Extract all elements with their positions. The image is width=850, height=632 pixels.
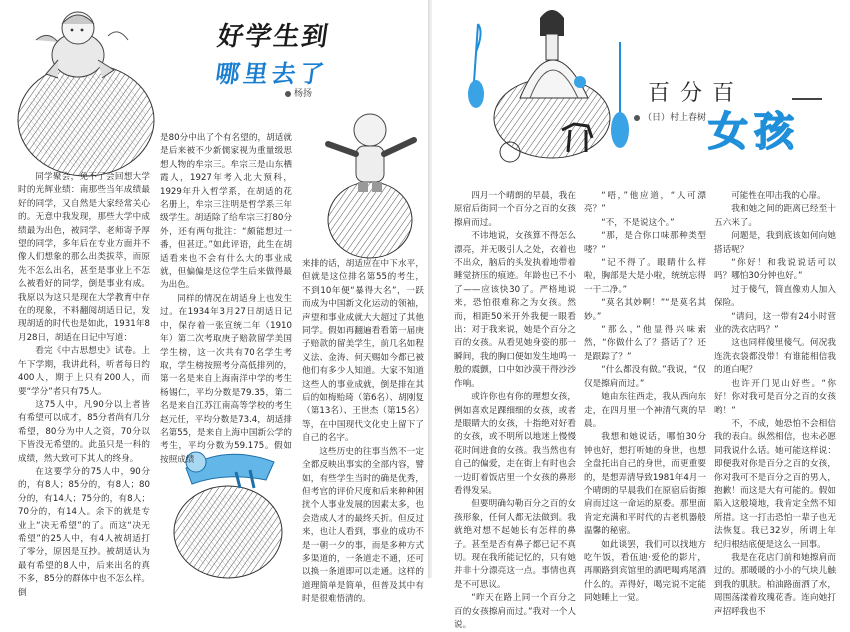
paragraph: 这也同样傻里傻气。何况我连洗衣袋都没带！有谁能相信我的道白呢？ — [714, 338, 836, 376]
paragraph: “唔，”他应道，“人可漂亮？” — [584, 191, 706, 215]
left-author: 杨扬 — [294, 89, 313, 99]
paragraph: 但要明确勾勒百分之百的女孩形象，任何人都无法做到。我就绝对想不起她长有怎样的鼻子。甚至是否有鼻子都已记不真切。现在我所能记忆的，只有她并非十分漂亮这一点。事情也真是不可思议。 — [454, 499, 576, 590]
paragraph: 四月一个晴朗的早晨，我在原宿后街同一个百分之百的女孩擦肩而过。 — [454, 191, 576, 228]
paragraph: 来排的话，胡适应在中下水平，但就是这位排名第55的考生，不到10年便“暴得大名”，一跃而成为中国新文化运动的领袖，声望和事业成就大大超过了其他同学。假如再翻遍看看第一届庚子赔款的留美学生，前几名如程义法、金涛、何天赐如今都已被他们有多少人知道。大家不知道这些人的事业成就，倒是排在其后的如梅贻琦（第6名）、胡刚复（第13名）、王世杰（第15名）等，在中国现代文化史上留下了自己的名字。 — [302, 259, 424, 444]
right-column-2 — [584, 190, 706, 604]
paragraph: 看完《中古思想史》试卷。上午下学期，我讲此科，听者每日约400人，期于上只有200人，而要“学分”者只有75人。 — [18, 346, 150, 397]
right-byline — [634, 110, 706, 123]
paragraph: “昨天在路上同一个百分之百的女孩擦肩而过。”我对一个人说。 — [454, 593, 576, 630]
left-byline — [285, 86, 312, 99]
girl-on-rock-illustration — [460, 2, 660, 182]
paragraph: 这些历史的往事当然不一定全都反映出事实的全部内容，譬如，有些学生当时的确是优秀，但考官的评价尺度和后来种种困扰个人事业发展的因素太多，也会造成人才的最终夭折。但反过来，也让人看到，事业的成功不是一朝一夕的事，而是多种方式多渠道的，一条道走不通，还可以换一条道即可以走通。这样的道理简单是简单，但普及其中有时是很难悟清的。 — [302, 446, 424, 605]
right-column-3 — [714, 190, 836, 617]
paragraph: 我想和她说话，哪怕30分钟也好，想打听她的身世，也想全盘托出自己的身世，而更重要的，是想弄清导致1981年4月一个晴朗的早晨我们在原宿后街擦肩而过这一命运的原委。那里面肯定充满和平时代的古老机器般温馨的秘密。 — [584, 432, 706, 537]
left-column-2 — [160, 132, 292, 465]
paragraph: 我是在花店门前和她擦肩而过的。那暖暖的小小的气块儿触到我的肌肤。柏油路面洒了水，周围荡漾着玫瑰花香。连向她打声招呼我也不 — [714, 552, 836, 617]
paragraph: “什么都没有做。”我说，“仅仅是擦肩而过。” — [584, 365, 706, 389]
right-column-1 — [454, 190, 576, 630]
article-title-line2: 女孩 — [708, 109, 800, 155]
paragraph: 问题是，我到底该如何向她搭话呢？ — [714, 231, 836, 255]
paragraph: 或许你也有你的理想女孩，例如喜欢足踝细细的女孩，或者是眼睛大的女孩，十指绝对好看的女孩，或不明所以地迷上慢慢花时间进食的女孩。我当然也有自己的偏爱，走在街上有时也会一边盯着饭店里一个女孩的鼻形看得发呆。 — [454, 392, 576, 496]
paragraph: “那，是合你口味那种类型喽？” — [584, 231, 706, 255]
paragraph: 过于傻气，简直像劝人加入保险。 — [714, 284, 836, 309]
article-title-line1: 好学生到 — [215, 22, 332, 52]
bullet-icon — [285, 91, 291, 97]
paragraph: “你好！和我说说话可以吗？哪怕30分钟也好。” — [714, 258, 836, 282]
paragraph: “记不得了。眼睛什么样啦，胸部是大是小啦，统统忘得一干二净。” — [584, 258, 706, 295]
boy-on-ball-illustration — [18, 0, 168, 178]
paragraph: 如此谈罢，我们可以找地方吃午饭，看伍迪·爱伦的影片，再顺路到宾馆里的酒吧喝鸡尾酒什么的。弄得好，喝完说不定能同她睡上一觉。 — [584, 539, 706, 604]
paragraph: 她由东往西走，我从西向东走，在四月里一个神清气爽的早晨。 — [584, 392, 706, 429]
paragraph: “莫名其妙啊！”“是莫名其妙。” — [584, 298, 706, 322]
paragraph: “那么，”他显得兴味索然，“你做什么了？搭话了？还是跟踪了？” — [584, 325, 706, 362]
paragraph: 同学聚会，免不了会回想大学时的光辉业绩：南那些当年成绩最好的同学，又自然是大家经常关心的。无意中我发现，那些大学中成绩最为出色，被同学、老师寄予厚望的同学，多年后在专业方面并不像人们想象的那么出类拔萃，而原先不怎么出名，甚至是事业上不怎么被看好的同学，倒是事业有成。我原以为这只是现在大学教育中存在的现象，不料翻阅胡适日记，发现胡适的时代也是如此，1931年8月28日，胡适在日记中写道： — [18, 172, 150, 343]
left-column-1 — [18, 171, 150, 598]
left-page — [0, 0, 430, 605]
paragraph: 是80分中出了个有名望的，胡适就是后来被不少新儒家视为重量级思想人物的牟宗三。牟宗三是山东栖霞人，1927年考入北大预科，1929年升入哲学系，在胡适的花名册上，牟宗三注明是哲学系三年级学生。胡适除了给牟宗三打80分外，还有两句批注：“颇能想过一番，但甚迂。”如此评语，此生在胡适看来也不会有什么大的事业成就，但偏偏是这位学生后来做得最为出色。 — [160, 133, 292, 291]
article-title-line2: 哪里去了 — [213, 60, 330, 88]
paragraph: 在这要学分的75人中，90分的，有8人；85分的，有8人；80分的，有14人；75分的，有8人；70分的，有14人。余下的就是专业上“决无希望”的了。而这“决无希望”的25人中，有4人被胡适打了零分，原因是互抄。被胡适认为最有希望的8人中，后来出名的真不多，85分的群体中也不怎么样。倒 — [18, 466, 150, 598]
paragraph: 我和她之间的距离已经至十五六米了。 — [714, 204, 836, 228]
paragraph: 不，不成，她恐怕不会相信我的表白。纵然相信，也未必愿同我说什么话。她可能这样说：即便我对你是百分之百的女孩，你对我可不是百分之百的男人，抱歉！而这是大有可能的。假如陷入这般境地，我肯定全然不知所措。这一打击恐怕一辈子也无法恢复。我已32岁，所谓上年纪归根结底便是这么一回事。 — [714, 418, 836, 550]
paragraph: “不，不是说这个。” — [601, 217, 675, 228]
right-page — [432, 0, 850, 630]
child-on-ball-illustration — [318, 100, 428, 260]
paragraph: 同样的情况在胡适身上也发生过。在1934年3月27日胡适日记中，保存着一张宣统二年（1910年）第二次考取庚子赔款留学美国学生榜，这一次共有70名学生考取，学生榜按照考分高低排列的，第一名是来自上海南洋中学的考生杨锡仁，平均分数是79.35，第二名是来自江苏江南高等学校的考生赵元任，平均分数是73.4，胡适排名第55，是来自上海中国新公学的考生，平均分数为59.175。假如按照成绩 — [160, 293, 292, 465]
article-title-line1: 百分百 — [648, 81, 745, 106]
paragraph: 也许开门见山好些。“你好！你对我可是百分之百的女孩哟！” — [714, 378, 836, 416]
bullet-icon — [634, 115, 640, 121]
paragraph: 可能性在叩击我的心扉。 — [731, 191, 826, 201]
paragraph: 不讳地说，女孩算不得怎么漂亮，并无吸引人之处，衣着也不出众，脑后的头发执着地带着睡觉挤压的痕迹。年龄也已不小了——应该快30了。严格地说来，恐怕很难称之为女孩。然而，相距50米开外我便一眼看出：对于我来说，她是个百分之百的女孩。从看见她身姿的那一瞬间，我的胸口便如发生地鸣一般的震颤，口中如沙漠干得沙沙作响。 — [454, 231, 576, 389]
paragraph: “请问，这一带有24小时营业的洗衣店吗？” — [714, 311, 836, 336]
left-column-3 — [302, 258, 424, 605]
paragraph: 这75人中，凡90分以上者皆有希望可以成才，85分者尚有几分希望，80分为中人之资，70分以下皆没无希望的。此虽只是一科的成绩，然大致可下其人的终身。 — [18, 399, 150, 464]
right-author: （日）村上春树 — [643, 113, 707, 123]
